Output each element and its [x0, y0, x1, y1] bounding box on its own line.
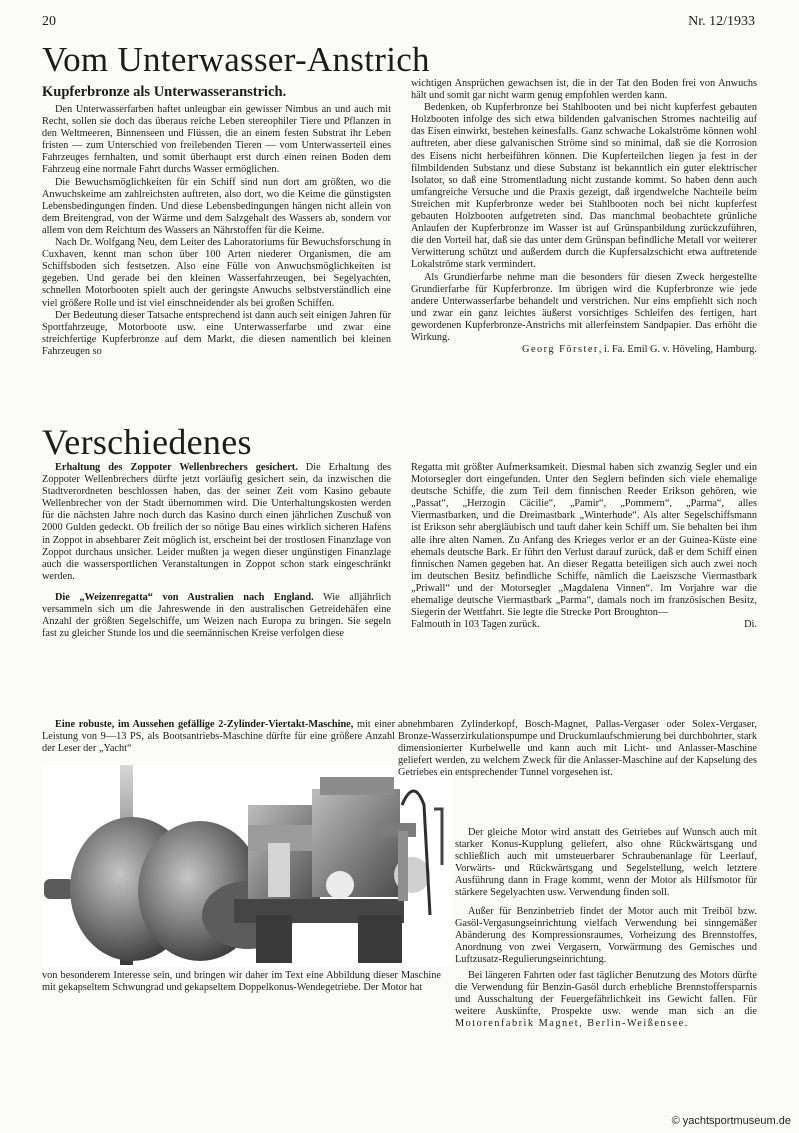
motor-closing	[455, 970, 757, 1030]
news-column-right	[411, 462, 757, 698]
news-item-text: Die Erhaltung des Zoppoter Wellenbrechers dürfte jetzt vorläufig gesichert sein, da inzwischen die Stadtverordneten beschlossen haben, das der seiner Zeit vom Kasino gebaute Wellenbrecher von der Stadt übernommen wird. Die Unterhaltungskosten werden für die nächsten Jahre noch durch das Kasino durch einen jährlichen Zuschuß von 2000 Gulden gedeckt. Ob freilich der so nötige Bau eines wirklich sicheren Hafens in Zoppot in absehbarer Zeit möglich ist, erscheint bei der trostlosen Finanzlage von Zoppot durchaus unsicher. Leider mußten ja wegen dieser ungünstigen Finanzlage auch die wassersportlichen Veranstaltungen in Zoppot schon stark eingeschränkt werden.	[42, 462, 391, 582]
paragraph: Der gleiche Motor wird anstatt des Getriebes auf Wunsch auch mit starker Konus-Kupplung geliefert, also ohne Rückwärtsgang und schließlich auch mit umsteuerbarer Schraubenanlage für Leerlauf, Vorwärts- und Rückwärtsgang und Segelstellung, welch letztere Ausführung dann in Frage kommt, wenn der Motor als Hilfsmotor für stärkere Segelyachten usw. Verwendung finden soll.	[455, 827, 757, 899]
news-column-left	[42, 462, 391, 698]
closing-text: Bei längeren Fahrten oder fast täglicher Benutzung des Motors dürfte die Verwendung für Benzin-Gasöl durch erhebliche Brennstoffersparnis und Ausschaltung der Feuergefährlichkeit ins Gewicht fallen. Für weitere Auskünfte, Prospekte usw. wende man sich an die	[455, 970, 757, 1018]
news-signature: Di.	[744, 619, 757, 631]
news-item-zoppot	[42, 462, 391, 583]
motor-lead: Eine robuste, im Aussehen gefällige 2-Zylinder-Viertakt-Maschine,	[55, 719, 354, 730]
motor-column-bottom	[42, 970, 757, 1030]
article-column-right	[411, 78, 757, 408]
motor-column-right-top	[398, 719, 757, 822]
author-signature	[411, 344, 757, 356]
author-name: Georg Förster	[522, 344, 599, 356]
article-headline: Vom Unterwasser-Anstrich	[42, 40, 430, 79]
paragraph	[455, 970, 757, 1030]
paragraph: abnehmbaren Zylinderkopf, Bosch-Magnet, Pallas-Vergaser oder Solex-Vergaser, Bronze-Wasserzirkulationspumpe und Druckumlaufschmierung bei durchbohrter, stark dimensionierter Kurbelwelle und kann auch mit Licht- und Anlasser-Maschine geliefert werden, zu welchem Zweck für die Anlasser-Maschine auf der Kapselung des Getriebes ein entsprechender Tunnel vorgesehen ist.	[398, 719, 757, 779]
paragraph: Der Bedeutung dieser Tatsache entsprechend ist dann auch seit einigen Jahren für Sportfahrzeuge, Motorboote usw. eine Unterwasserfarbe und zwar eine streichfertige Kupferbronze auf dem Markt, die diesen namentlich bei kleinen Fahrzeugen so	[42, 309, 391, 357]
motor-intro	[42, 719, 395, 761]
news-item-closing	[411, 619, 757, 631]
closing-line: Falmouth in 103 Tagen zurück.	[411, 619, 540, 631]
news-item-text: Wie alljährlich versammeln sich um die Jahreswende in den australischen Getreidehäfen eine Anzahl der größten Segelschiffe, um Weizen nach Europa zu bringen. Sie segeln fast zu gleicher Stunde los und die seemännischen Kreise verfolgen diese	[42, 591, 391, 640]
paragraph: Die Bewuchsmöglichkeiten für ein Schiff sind nun dort am größten, wo die Anwuchskeime am zahlreichsten auftreten, also dort, wo die Keime die günstigsten Lebensbedingungen finden. Und diese Lebensbedingungen hängen nicht allein von dem Breitengrad, von der Wärme und dem Salzgehalt des Wassers ab, sondern vor allem von dem Reichtum des Wassers an Nährstoffen für die Keime.	[42, 176, 391, 236]
paragraph: Bedenken, ob Kupferbronze bei Stahlbooten und bei nicht kupferfest gebauten Holzbooten infolge des sich etwa bildenden galvanischen Stromes nachteilig auf das Eisen einwirkt, bestehen keinesfalls. Ganz schwache Lokalströme können wohl auftreten, aber diese galvanischen Ströme sind so minimal, daß sie die Korrosion des Eisens nicht herbeiführen können. Die Kupferteilchen liegen ja fest in der filmbildenden Substanz und diese Substanz ist bekanntlich ein guter elektrischer Isolator, so daß eine Stromentladung nicht zustande kommt. So haben denn auch umfangreiche Versuche und die Praxis gezeigt, daß irgendwelche Nachteile beim Streichen mit Kupferbronze weder bei Stahlbooten noch bei nicht kupferfest gebauten Holzbooten aufgetreten sind. Das manchmal beobachtete grünliche Anlaufen der Kupferbronze im Wasser ist auf Grünspanbildung zurückzuführen, die den Vorteil hat, daß sie das unter dem Grünspan befindliche Metall vor weiterer Verwitterung schützt und außerdem durch die Kupfersalzschicht etwa auftretende Lokalströme stark vermindert.	[411, 102, 757, 271]
firm-name: Motorenfabrik Magnet, Berlin-Weißensee.	[455, 1018, 689, 1030]
news-item-title: Erhaltung des Zoppoter Wellenbrechers gesichert.	[55, 462, 298, 473]
paragraph: Den Unterwasserfarben haftet unleugbar ein gewisser Nimbus an und auch mit Recht, sollen sie doch das überaus reiche Leben stereophiler Tiere und Pflanzen in den Weltmeeren, Binnenseen und Flüssen, die an einem festen Substrat ihr Leben fristen — zum Unterschied von freilebenden Tieren — vom Unterwasserteil eines Fahrzeuges fernhalten, und somit überhaupt erst durch einen reinen Boden dem Fahrzeug eine normale Fahrt durchs Wasser ermöglichen.	[42, 104, 391, 176]
paragraph: Außer für Benzinbetrieb findet der Motor auch mit Treiböl bzw. Gasöl-Vergasungseinrichtung vielfach Verwendung bei sinngemäßer Abänderung des Kompressionsraumes, Vorheizung des Brennstoffes, Anordnung von zwei Vergasern, Vorwärmung des Gemisches und Luftzusatz-Regulierungseinrichtung.	[455, 905, 757, 965]
motor-intro-text: mit einer Leistung von 9—13 PS, als Bootsantriebs-Maschine dürfte für eine größere Anzahl der Leser der „Yacht“	[42, 719, 396, 755]
author-firm: , i. Fa. Emil G. v. Höveling, Hamburg.	[598, 344, 757, 356]
motor-column-right	[455, 827, 757, 967]
article-subtitle: Kupferbronze als Unterwasseranstrich.	[42, 84, 287, 100]
paragraph	[42, 719, 395, 755]
news-item-regatta	[42, 592, 391, 640]
engine-photo	[42, 765, 452, 967]
paragraph: Regatta mit größter Aufmerksamkeit. Diesmal haben sich zwanzig Segler und ein Motorsegler dort eingefunden. Unter den Seglern befinden sich viele ehemalige deutsche Schiffe, die zum Teil dem finnischen Reeder Erikson gehören, wie „Passat“, „Herzogin Cäcilie“, „Pamir“, „Pommern“, „Parma“, alles Viermastbarken, und die Dreimastbark „Winterhude“. Als alter Segelschiffsmann ist Erikson sehr abergläubisch und tauft daher kein Schiff um. Sie behalten bei ihm alle ihre alten Namen. Zu Anfang des Krieges verlor er an der Guinea-Küste eine ehemals deutsche Bark. Er führt den Verlust darauf zurück, daß er dem Schiff einen finnischen Namen gegeben hat. An dieser Regatta beteiligen sich auch zwei noch im deutschen Besitz befindliche Schiffe, nämlich die Laeiszsche Viermastbark „Priwall“ und der Motorsegler „Magdalena Vinnen“. Im Vorjahre war die ehemalige deutsche Viermastbark „Parma“, damals noch im französischen Besitz, Siegerin der Wettfahrt. Sie legte die Strecke Port Broughton—	[411, 462, 757, 619]
watermark: © yachtsportmuseum.de	[671, 1115, 791, 1127]
section-headline: Verschiedenes	[42, 422, 252, 462]
engine-illustration	[42, 765, 452, 967]
paragraph: Als Grundierfarbe nehme man die besonders für diesen Zweck hergestellte Grundierfarbe für Kupferbronze. Im übrigen wird die Kupferbronze wie jede andere Unterwasserfarbe behandelt und verstrichen. Nur eins empfiehlt sich noch und zwar ein ganz leichtes äußerst vorsichtiges Schleifen des fertigen, hart gewordenen Kupferbronze-Anstrichs mit allerfeinstem Sandpapier. Das erhöht die Wirkung.	[411, 271, 757, 343]
article-column-left	[42, 104, 391, 404]
paragraph: Nach Dr. Wolfgang Neu, dem Leiter des Laboratoriums für Bewuchsforschung in Cuxhaven, kennt man schon über 100 Arten niederer Organismen, die am Schiffsboden sich festsetzen. Also eine Fülle von Anwuchsmöglichkeiten ist gegeben. Und gerade bei den kleinen Wasserfahrzeugen, bei Segelyachten, schnellen Motorbooten spielt auch der geringste Anwuchs selbstverständlich eine viel größere Rolle und ist viel einschneidender als bei großen Schiffen.	[42, 237, 391, 309]
news-item-title: Die „Weizenregatta“ von Australien nach England.	[55, 591, 314, 603]
page-number: 20	[42, 14, 56, 29]
paragraph: von besonderem Interesse sein, und bringen wir daher im Text eine Abbildung dieser Maschine mit gekapseltem Schwungrad und gekapseltem Doppelkonus-Wendegetriebe. Der Motor hat	[42, 970, 441, 994]
issue-number: Nr. 12/1933	[688, 14, 755, 29]
paragraph: wichtigen Ansprüchen gewachsen ist, die in der Tat den Boden frei von Anwuchs hält und somit gar nicht warm genug empfohlen werden kann.	[411, 78, 757, 102]
